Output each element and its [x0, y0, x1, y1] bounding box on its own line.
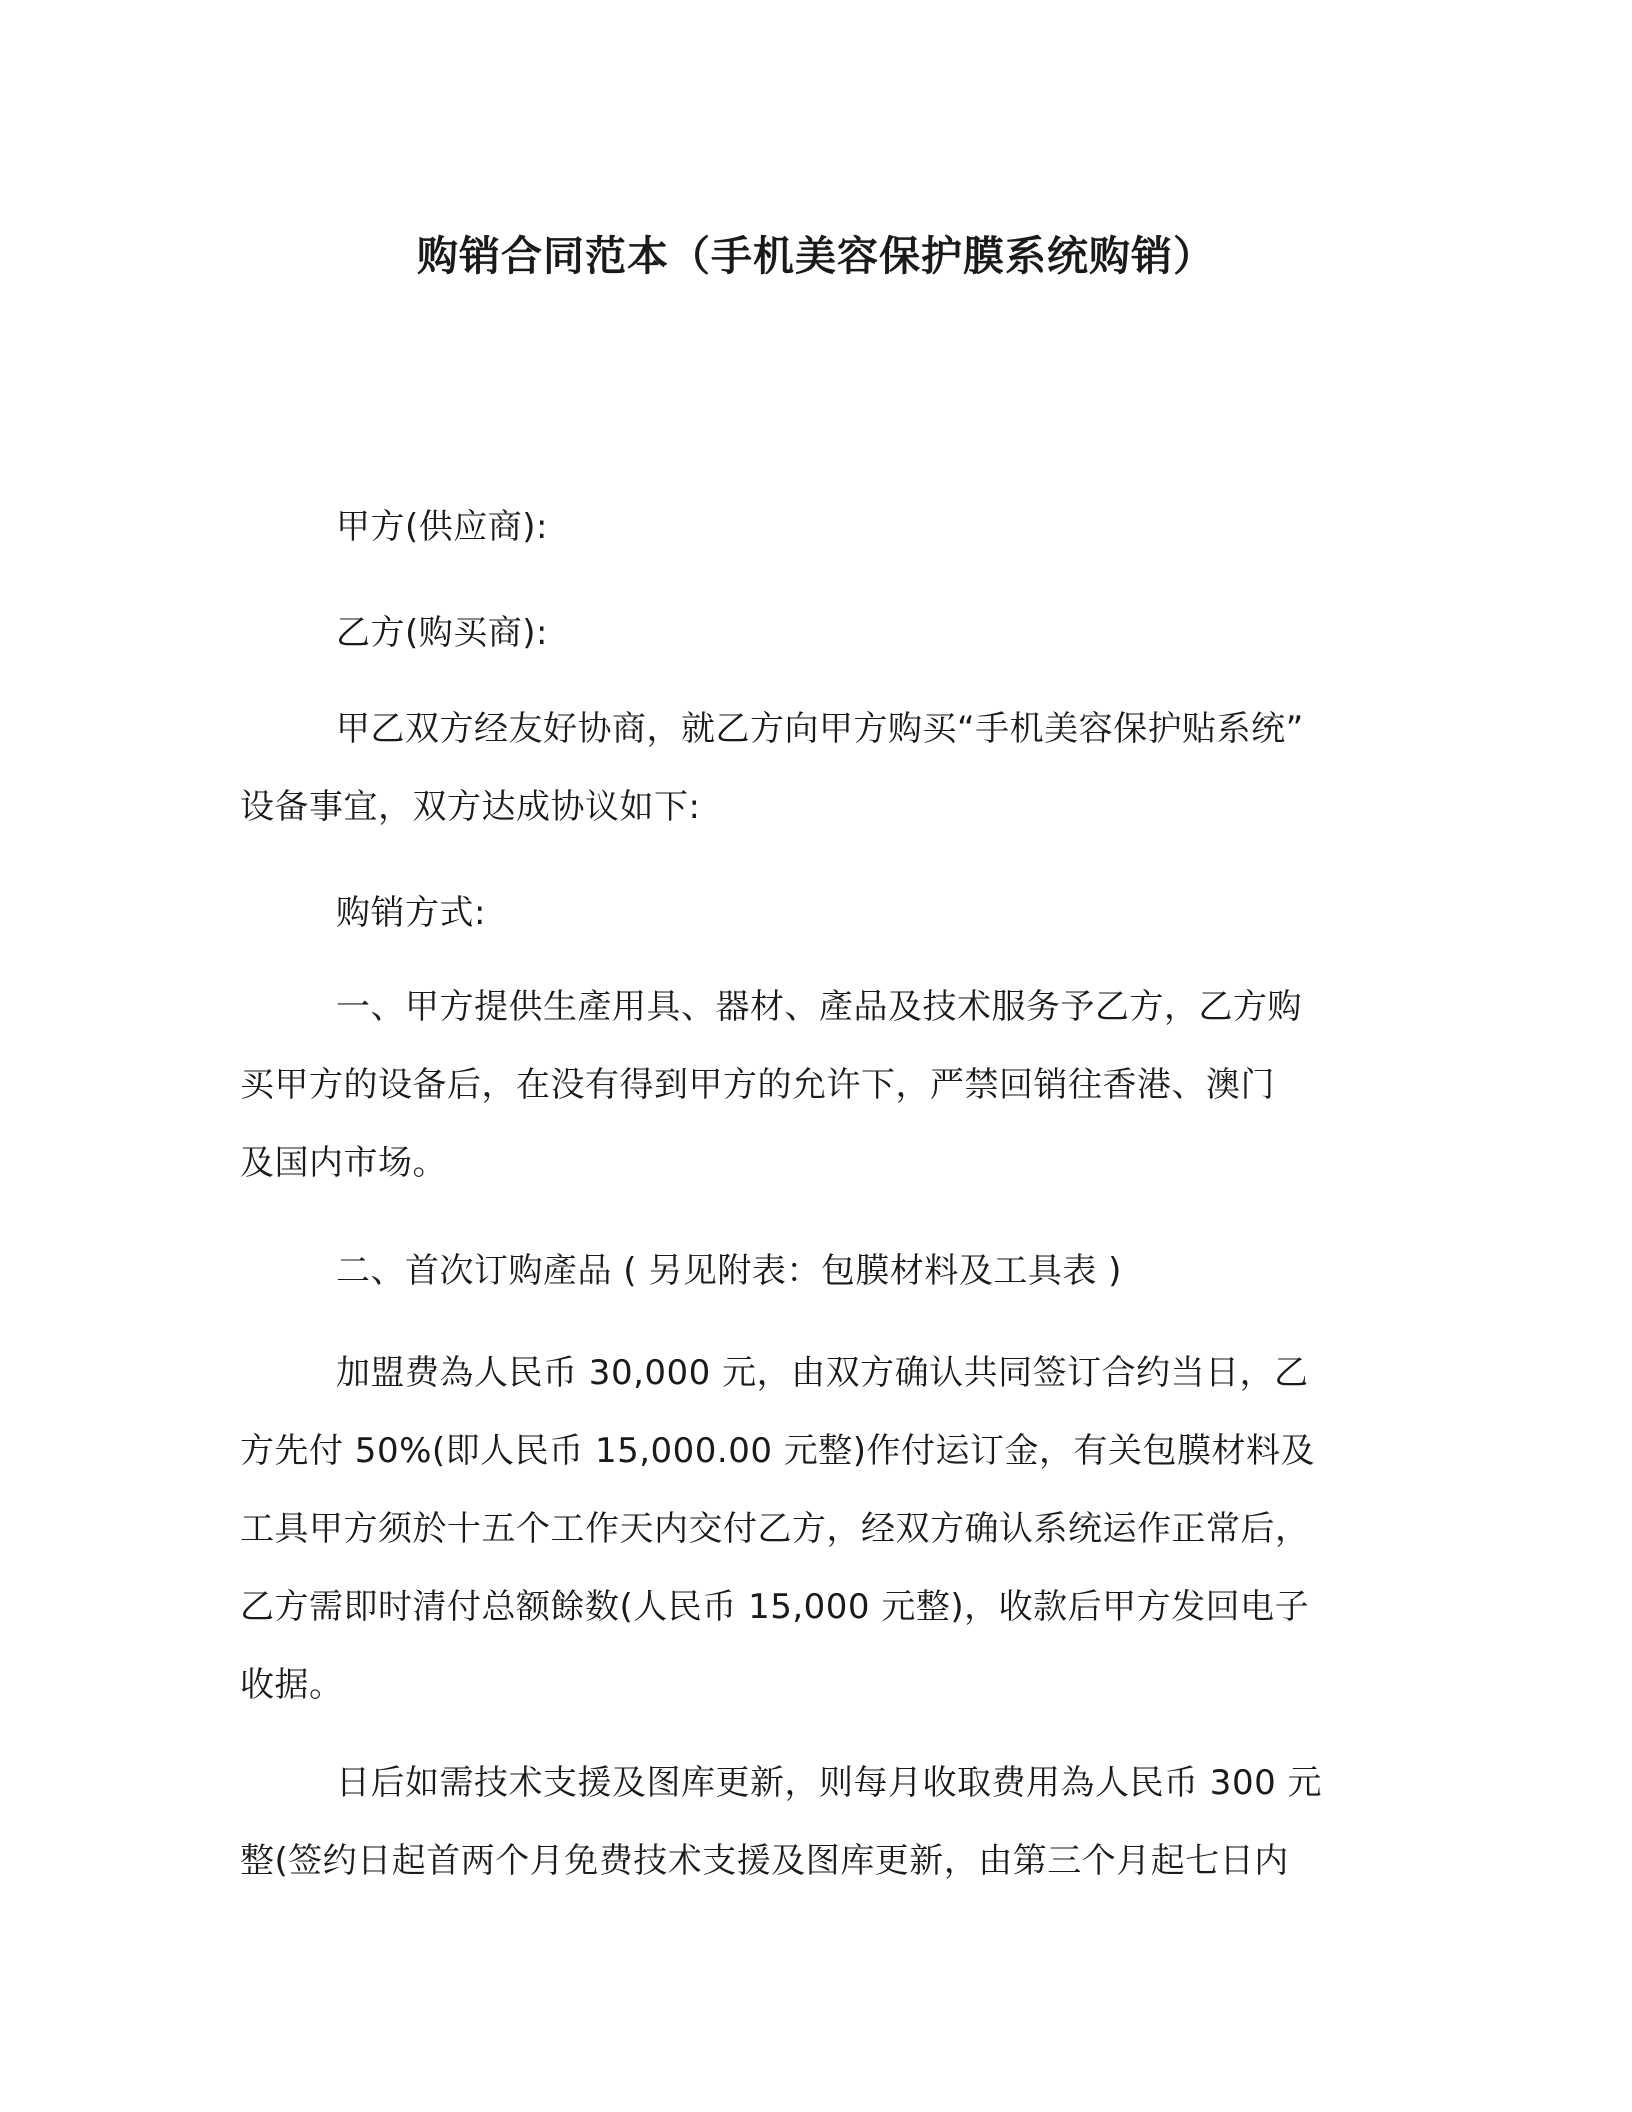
clause-2-heading-text: 二、首次订购產品 ( 另见附表：包膜材料及工具表 )	[336, 1251, 1122, 1291]
party-a-label	[240, 488, 1392, 566]
support-paragraph	[240, 1744, 1392, 1900]
fee-line: 工具甲方须於十五个工作天内交付乙方，经双方确认系统运作正常后，	[240, 1509, 1310, 1549]
fee-line: 乙方需即时清付总额餘数(人民币 15,000 元整)，收款后甲方发回电子	[240, 1587, 1310, 1627]
intro-paragraph	[240, 690, 1392, 846]
clause-1-line: 及国内市场。	[240, 1143, 447, 1183]
method-heading-text: 购销方式:	[336, 893, 486, 933]
party-b-label	[240, 594, 1392, 672]
document-title: 购销合同范本（手机美容保护膜系统购销）	[417, 232, 1215, 280]
clause-1-line: 一、甲方提供生產用具、器材、產品及技术服务予乙方，乙方购	[336, 987, 1302, 1027]
fee-line: 方先付 50%(即人民币 15,000.00 元整)作付运订金，有关包膜材料及	[240, 1431, 1316, 1471]
method-heading	[240, 874, 1392, 952]
party-b-text: 乙方(购买商):	[336, 613, 548, 653]
clause-1-paragraph	[240, 968, 1392, 1202]
support-line: 整(签约日起首两个月免费技术支援及图库更新，由第三个月起七日内	[240, 1841, 1289, 1881]
intro-line: 设备事宜，双方达成协议如下:	[240, 787, 701, 827]
clause-1-line: 买甲方的设备后，在没有得到甲方的允许下，严禁回销往香港、澳门	[240, 1065, 1275, 1105]
fee-line: 收据。	[240, 1665, 344, 1705]
intro-line: 甲乙双方经友好协商，就乙方向甲方购买“手机美容保护贴系统”	[336, 709, 1304, 749]
fee-line: 加盟费為人民币 30,000 元，由双方确认共同签订合约当日，乙	[336, 1353, 1309, 1393]
clause-2-heading	[240, 1232, 1392, 1310]
fee-paragraph	[240, 1334, 1392, 1724]
party-a-text: 甲方(供应商):	[336, 507, 548, 547]
support-line: 日后如需技术支援及图库更新，则每月收取费用為人民币 300 元	[336, 1763, 1323, 1803]
